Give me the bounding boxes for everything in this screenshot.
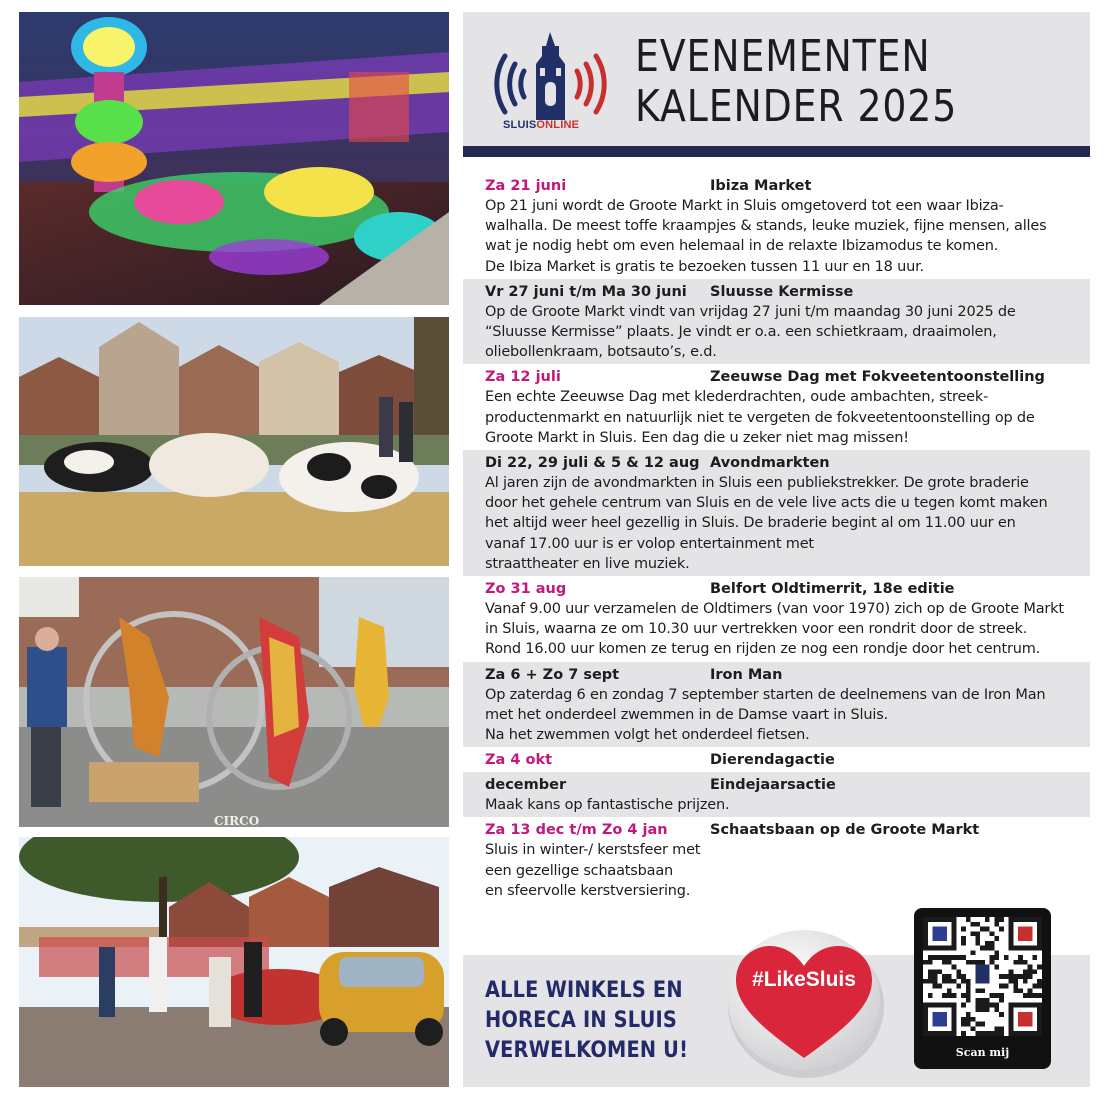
event-description — [485, 795, 1068, 815]
event-description-line: De Ibiza Market is gratis te bezoeken tussen 11 uur en 18 uur. — [485, 258, 924, 275]
event-date: Za 21 juni — [485, 178, 567, 194]
event-description-line: straattheater en live muziek. — [485, 555, 690, 572]
qr-label: Scan mij — [955, 1046, 1010, 1059]
event-item — [463, 662, 1090, 748]
qr-code-card[interactable] — [914, 908, 1051, 1069]
event-date: Za 6 + Zo 7 sept — [485, 666, 620, 683]
event-description-line: Na het zwemmen volgt het onderdeel fietsen. — [485, 727, 810, 744]
event-item — [463, 173, 1090, 279]
event-description-line: Rond 16.00 uur komen ze terug en rijden ze nog een rondje door het centrum. — [485, 641, 1041, 658]
event-title: Belfort Oldtimerrit, 18e editie — [710, 581, 955, 598]
event-description-line: het altijd weer heel gezellig in Sluis. De braderie begint al om 11.00 uur en — [485, 515, 1016, 532]
event-item — [463, 279, 1090, 365]
event-description-line: “Sluusse Kermisse” plaats. Je vindt er o.a. een schietkraam, draaimolen, — [485, 324, 997, 341]
event-description — [485, 840, 1068, 901]
event-title: Sluusse Kermisse — [710, 283, 854, 300]
event-description-line: Sluis in winter-/ kerstsfeer met — [485, 842, 701, 859]
event-title: Zeeuwse Dag met Fokveetentoonstelling — [710, 369, 1045, 386]
event-item — [463, 576, 1090, 662]
event-description-line: Een echte Zeeuwse Dag met klederdrachten, oude ambachten, streek- — [485, 389, 989, 406]
event-title: Iron Man — [710, 666, 783, 683]
event-description-line: Op 21 juni wordt de Groote Markt in Sluis omgetoverd tot een waar Ibiza- — [485, 198, 1004, 214]
event-date: Za 12 juli — [485, 369, 561, 386]
event-item — [463, 747, 1090, 772]
event-date: Za 4 okt — [485, 752, 553, 769]
event-description — [485, 473, 1068, 574]
event-description — [485, 599, 1068, 660]
event-description-line: en sfeervolle kerstversiering. — [485, 882, 691, 899]
street-performers-photo — [19, 577, 449, 827]
event-description-line: een gezellige schaatsbaan — [485, 862, 674, 879]
event-date: Za 13 dec t/m Zo 4 jan — [485, 822, 668, 839]
header-divider — [463, 146, 1090, 157]
event-item — [463, 817, 1090, 903]
event-description-line: in Sluis, waarna ze om 10.30 uur vertrekken voor een rondrit door de streek. — [485, 621, 1028, 638]
event-description — [485, 302, 1068, 363]
badge-text: #LikeSluis — [752, 968, 856, 991]
event-item — [463, 772, 1090, 817]
event-item — [463, 364, 1090, 450]
event-description-line: Groote Markt in Sluis. Een dag die u zeker niet mag missen! — [485, 429, 909, 446]
photo-watermark: CIRCO — [214, 814, 260, 827]
event-date: Vr 27 juni t/m Ma 30 juni — [485, 283, 687, 300]
event-title: Schaatsbaan op de Groote Markt — [710, 822, 980, 839]
event-description-line: door het gehele centrum van Sluis en de vele live acts die u tegen komt maken — [485, 495, 1048, 512]
welcome-slogan: ALLE WINKELS EN HORECA IN SLUIS VERWELKOMEN U! — [485, 978, 689, 1063]
logo-wordmark: SLUISONLINE — [503, 119, 580, 131]
event-description-line: wat je nodig hebt om even helemaal in de relaxte Ibizamodus te komen. — [485, 238, 999, 255]
event-title: Eindejaarsactie — [710, 777, 836, 794]
event-title: Avondmarkten — [710, 455, 830, 472]
event-description-line: walhalla. De meest toffe kraampjes & stands, leuke muziek, fijne mensen, alles — [485, 218, 1047, 235]
page-title: EVENEMENTEN KALENDER 2025 — [635, 31, 958, 132]
qr-code[interactable] — [923, 917, 1042, 1036]
event-description-line: Op de Groote Markt vindt van vrijdag 27 juni t/m maandag 30 juni 2025 de — [485, 303, 1016, 320]
event-description-line: Al jaren zijn de avondmarkten in Sluis een publiekstrekker. De grote braderie — [485, 475, 1029, 492]
event-list — [463, 173, 1090, 903]
event-description — [485, 196, 1068, 277]
event-date: Zo 31 aug — [485, 581, 567, 598]
event-description-line: Op zaterdag 6 en zondag 7 september starten de deelnemens van de Iron Man — [485, 686, 1046, 703]
event-date: Di 22, 29 juli & 5 & 12 aug — [485, 455, 700, 472]
event-description-line: Maak kans op fantastische prijzen. — [485, 797, 730, 814]
event-title: Dierendagactie — [710, 752, 835, 769]
event-description — [485, 387, 1068, 448]
event-description — [485, 685, 1068, 746]
event-description-line: vanaf 17.00 uur is er volop entertainment met — [485, 535, 814, 552]
event-description-line: oliebollenkraam, botsauto’s, e.d. — [485, 344, 717, 361]
event-item — [463, 450, 1090, 576]
event-description-line: met het onderdeel zwemmen in de Damse vaart in Sluis. — [485, 706, 888, 723]
event-description-line: productenmarkt en natuurlijk niet te vergeten de fokveetentoonstelling op de — [485, 409, 1035, 426]
event-title: Ibiza Market — [710, 178, 812, 194]
header — [463, 12, 1090, 146]
cattle-show-photo — [19, 317, 449, 566]
event-date: december — [485, 777, 567, 794]
kermis-ride-photo — [19, 12, 449, 305]
event-description-line: Vanaf 9.00 uur verzamelen de Oldtimers (van voor 1970) zich op de Groote Markt — [485, 601, 1064, 618]
oldtimer-cars-photo — [19, 837, 449, 1087]
likesluis-badge — [722, 920, 890, 1080]
